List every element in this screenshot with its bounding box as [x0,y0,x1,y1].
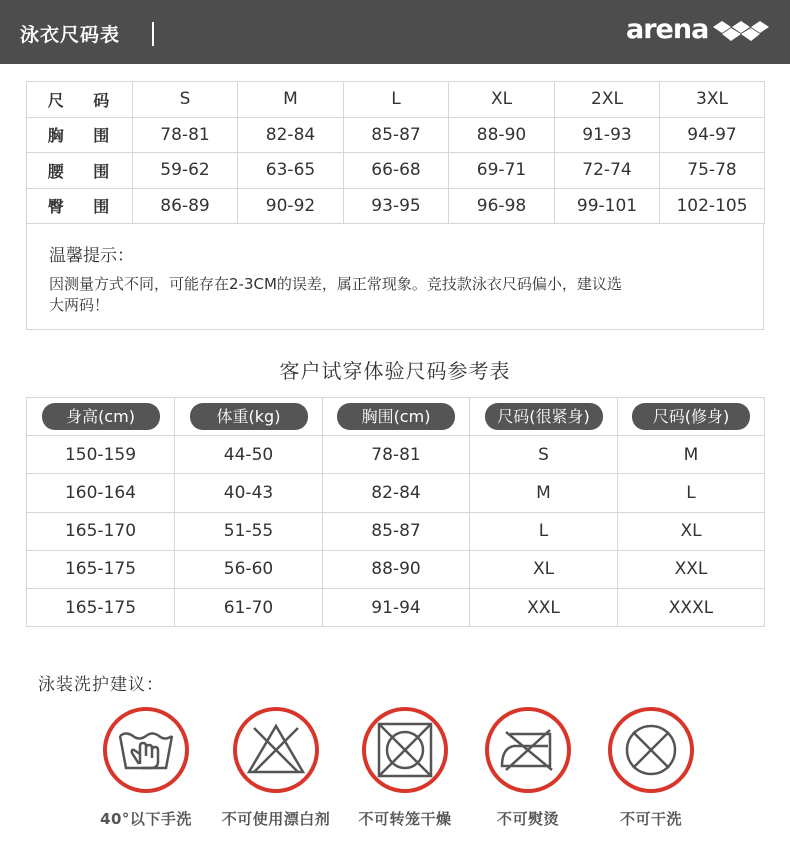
table-cell: 88-90 [449,117,555,153]
no-dry-clean-icon [607,706,695,794]
header-cell [323,398,470,436]
header-cell [175,398,323,436]
care-label: 40°以下手洗 [100,810,192,828]
table-cell: XXL [618,550,765,588]
table-cell: 160-164 [27,474,175,512]
header-cell [27,398,175,436]
header-pill: 胸围(cm) [337,403,455,430]
care-label: 不可干洗 [619,810,682,828]
brand-wordmark: arena [626,14,709,45]
size-header-row [27,82,765,118]
table-cell: 165-170 [27,512,175,550]
table-cell: XL [618,512,765,550]
table-row [27,512,765,550]
table-row [27,153,765,189]
table-cell: 78-81 [133,117,238,153]
table-cell: L [470,512,618,550]
table-cell: 150-159 [27,436,175,474]
customer-header-row [27,398,765,436]
table-cell: 78-81 [323,436,470,474]
size-header-cell: 尺 码 [27,82,133,118]
header-pill: 体重(kg) [190,403,308,430]
no-iron-icon [484,706,572,794]
table-row [27,436,765,474]
size-header-cell: S [133,82,238,118]
table-cell: 86-89 [133,188,238,224]
tips-line: 因测量方式不同，可能存在2-3CM的误差，属正常现象。竞技款泳衣尺码偏小，建议选 [49,275,622,293]
tips-text [49,274,739,316]
table-cell: XL [470,550,618,588]
table-row [27,588,765,626]
customer-size-table [26,397,765,627]
table-cell: XXXL [618,588,765,626]
header-cell [470,398,618,436]
table-cell: M [618,436,765,474]
header-cell [618,398,765,436]
care-title: 泳装洗护建议： [38,675,164,695]
page-title: 泳衣尺码表 [20,24,121,46]
table-cell: 40-43 [175,474,323,512]
table-cell: 93-95 [344,188,449,224]
row-label: 胸 围 [27,117,133,153]
hand-wash-icon [102,706,190,794]
arena-diamond-logo-icon [713,18,769,44]
size-header-cell: XL [449,82,555,118]
header-pill: 尺码(很紧身) [485,403,603,430]
row-label: 腰 围 [27,153,133,189]
no-bleach-icon [232,706,320,794]
table-cell: 85-87 [323,512,470,550]
size-header-cell: 2XL [555,82,660,118]
care-label: 不可使用漂白剂 [221,810,331,828]
size-header-cell: M [238,82,344,118]
table-cell: 56-60 [175,550,323,588]
tips-box [26,223,764,330]
table-cell: 75-78 [660,153,765,189]
table-cell: 44-50 [175,436,323,474]
tips-line: 大两码！ [49,296,110,314]
header-pill: 尺码(修身) [632,403,750,430]
table-cell: 165-175 [27,588,175,626]
table-cell: M [470,474,618,512]
table-cell: 66-68 [344,153,449,189]
table-cell: 82-84 [238,117,344,153]
size-header-cell: 3XL [660,82,765,118]
customer-table-title: 客户试穿体验尺码参考表 [279,359,511,383]
header-bar [0,0,790,64]
table-row [27,188,765,224]
table-row [27,117,765,153]
table-cell: 165-175 [27,550,175,588]
table-cell: 51-55 [175,512,323,550]
table-cell: 91-94 [323,588,470,626]
table-cell: 82-84 [323,474,470,512]
table-cell: 69-71 [449,153,555,189]
table-cell: 90-92 [238,188,344,224]
row-label: 臀 围 [27,188,133,224]
care-label: 不可熨烫 [496,810,559,828]
table-cell: 85-87 [344,117,449,153]
table-cell: 59-62 [133,153,238,189]
table-cell: 72-74 [555,153,660,189]
size-table [26,81,765,224]
table-cell: 96-98 [449,188,555,224]
tips-title: 温馨提示： [49,246,134,266]
table-cell: 63-65 [238,153,344,189]
no-tumble-dry-icon [361,706,449,794]
table-cell: 91-93 [555,117,660,153]
table-cell: 61-70 [175,588,323,626]
table-row [27,550,765,588]
care-label: 不可转笼干燥 [358,810,452,828]
header-divider [152,22,154,46]
header-pill: 身高(cm) [42,403,160,430]
table-cell: 94-97 [660,117,765,153]
table-cell: 88-90 [323,550,470,588]
table-cell: L [618,474,765,512]
table-cell: 99-101 [555,188,660,224]
table-cell: XXL [470,588,618,626]
table-cell: 102-105 [660,188,765,224]
size-header-cell: L [344,82,449,118]
table-cell: S [470,436,618,474]
table-row [27,474,765,512]
